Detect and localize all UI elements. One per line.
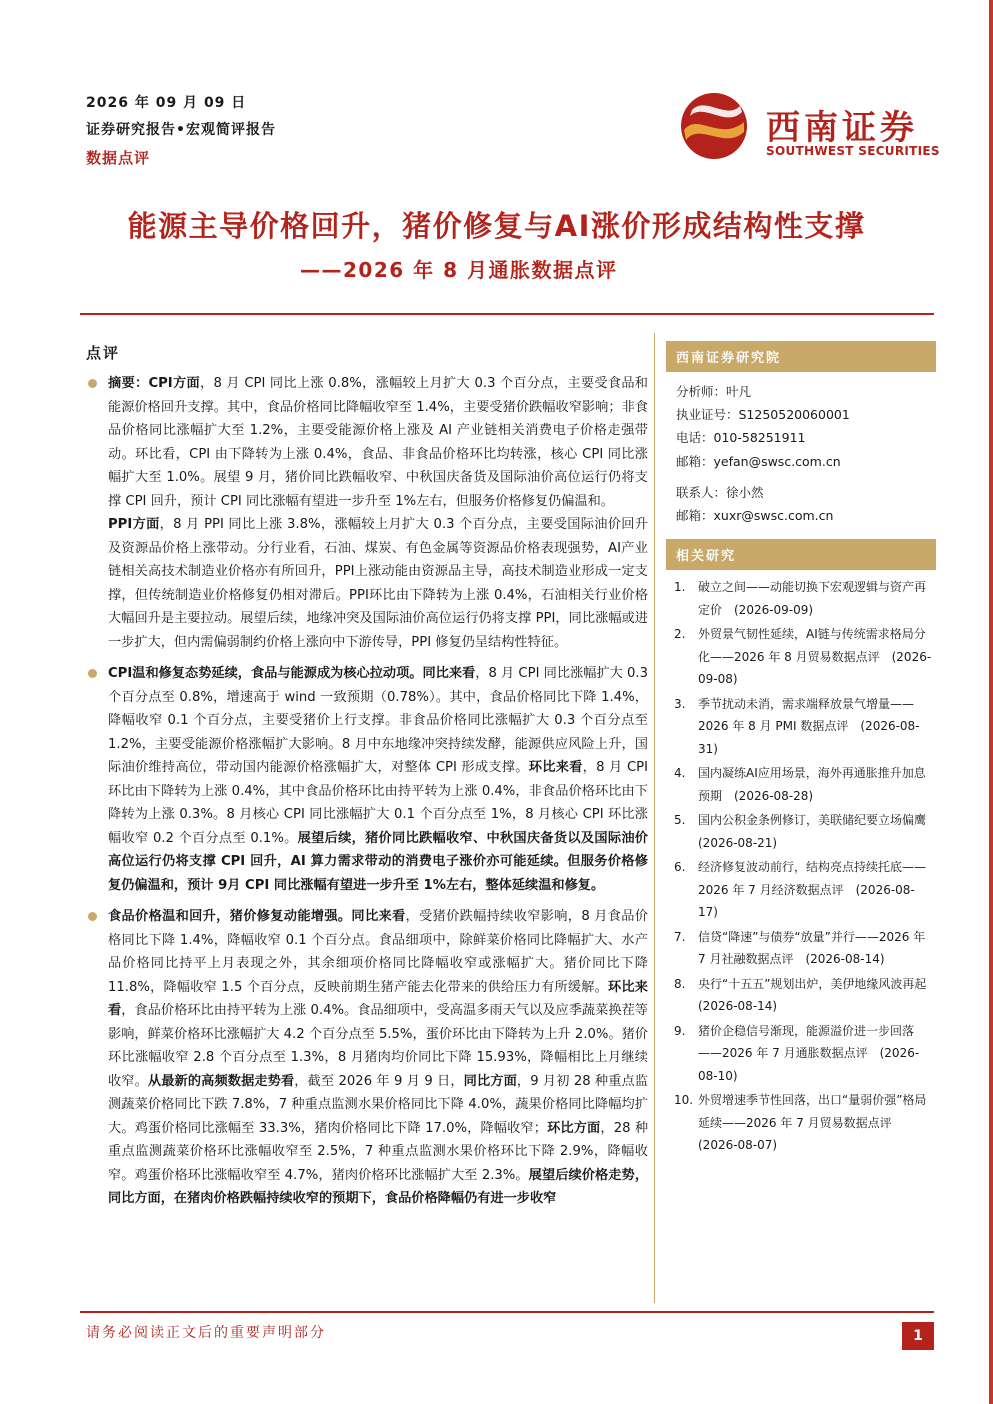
emphasis-text: 从最新的高频数据走势看 [147,1073,295,1089]
emphasis-text: 环比来看 [108,979,648,1018]
paragraph-text [108,662,648,897]
institute-header: 西南证券研究院 [666,341,936,372]
related-research-item[interactable] [674,762,932,807]
item-number: 8. [674,976,686,991]
related-research-item[interactable] [674,623,932,691]
item-number: 7. [674,929,686,944]
analyst-license: 执业证号：S1250520060001 [676,407,850,423]
related-research-item[interactable] [674,809,939,854]
report-type: 证券研究报告•宏观简评报告 [86,122,276,138]
item-title: 国内凝练AI应用场景，海外再通胀推升加息预期 (2026-08-28) [698,766,926,803]
related-research-list [666,570,939,1157]
item-title: 外贸景气韧性延续，AI链与传统需求格局分化——2026 年 8 月贸易数据点评 (2026-09-08) [698,627,932,687]
emphasis-text: 环比方面 [546,1120,601,1136]
disclaimer-note: 请务必阅读正文后的重要声明部分 [86,1325,326,1341]
item-title: 猪价企稳信号渐现，能源溢价进一步回落——2026 年 7 月通胀数据点评 (2026-08-10) [698,1023,920,1083]
logo-name-cn: 西南证券 [766,108,918,148]
related-research-item[interactable] [674,576,932,621]
emphasis-text: 环比来看 [528,760,583,775]
body-text: ，受猪价跌幅持续收窄影响，8 月食品价格同比下降 1.4%，降幅收窄 0.1 个百分点。食品细项中，除鲜菜价格同比降幅扩大、水产品价格同比持平上月表现之外，其余细项价格同比降幅收窄或涨幅扩大。猪价同比下降 11.8%，降幅收窄 1.5 个百分点，反映前期生猪产能去化带来的供给压力有所缓解。 [108,909,648,995]
bullet-icon [88,379,97,388]
emphasis-text: 展望后续价格走势，同比方面，在猪肉价格跌幅持续收窄的预期下，食品价格降幅仍有进一步收窄 [108,1167,649,1206]
body-text: ，8 月 PPI 同比上涨 3.8%，涨幅较上月扩大 0.3 个百分点，主要受国际油价回升及资源品价格上涨带动。分行业看，石油、煤炭、有色金属等资源品价格表现强势，AI产业链相关高技术制造业价格亦有所回升，PPI上涨动能由资源品主导，高技术制造业形成一定支撑，但传统制造业价格修复仍相对滞后。PPI环比由下降转为上涨 0.4%，石油相关行业价格大幅回升是主要拉动。展望后续，地缘冲突及国际油价高位运行仍将支撑 PPI，同比涨幅或进一步扩大，但内需偏弱制约价格上涨向中下游传导，PPI 修复仍呈结构性特征。 [108,517,648,650]
bullet-icon [88,669,97,678]
header-rule [80,313,934,315]
company-logo [680,92,940,162]
emphasis-text: CPI温和修复态势延续，食品与能源成为核心拉动项。同比来看 [108,666,476,681]
body-text: ，28 种重点监测蔬菜价格环比涨幅收窄至 2.5%，7 种重点监测水果价格环比下降 2.9%，降幅收窄。鸡蛋价格环比涨幅收窄至 4.7%，猪肉价格环比涨幅扩大至 2.3%。 [108,1120,649,1183]
item-number: 3. [674,696,686,711]
paragraph-summary [86,372,648,654]
sidebar [666,341,939,1159]
analyst-email[interactable]: 邮箱：yefan@swsc.com.cn [676,453,841,469]
report-title: 能源主导价格回升，猪价修复与AI涨价形成结构性支撑 [127,209,866,243]
paragraph-cpi-text [108,372,648,513]
paragraph-food-price [86,905,648,1211]
body-text: ，食品价格环比由持平转为上涨 0.4%。食品细项中，受高温多雨天气以及应季蔬菜换茬等影响，鲜菜价格环比涨幅扩大 4.2 个百分点至 5.5%，蛋价环比由下降转为上升 2.0%。猪价环比涨幅收窄 2.8 个百分点至 1.3%，8 月猪肉均价同比下降 15.93%，降幅相比上月继续收窄。 [108,1003,648,1089]
item-title: 经济修复波动前行，结构亮点持续托底——2026 年 7 月经济数据点评 (2026-08-17) [698,860,927,920]
main-body [86,372,648,1219]
analyst-info [666,372,936,527]
item-title: 信贷“降速”与债券“放量”并行——2026 年 7 月社融数据点评 (2026-08-14) [698,929,926,967]
emphasis-text: 展望后续，猪价同比跌幅收窄、中秋国庆备货以及国际油价高位运行仍将支撑 CPI 回升，AI 算力需求带动的消费电子涨价亦可能延续。但服务价格修复仍偏温和，预计 9月 CPI 同比涨幅有望进一步升至 1%左右，整体延续温和修复。 [108,830,648,893]
related-research-item[interactable] [674,973,939,1018]
related-research-item[interactable] [674,926,932,971]
related-research-item[interactable] [674,1020,932,1088]
logo-mark-icon [680,92,748,160]
logo-name-en: SOUTHWEST SECURITIES [766,144,940,158]
emphasis-text: 摘要：CPI方面 [108,376,200,391]
section-heading: 点评 [86,344,121,362]
item-number: 5. [674,813,686,828]
analyst-phone: 电话：010-58251911 [676,430,806,446]
related-research-item[interactable] [674,693,932,761]
item-number: 4. [674,766,686,781]
body-text: ，8 月 CPI 环比由下降转为上涨 0.4%，其中食品价格环比由持平转为上涨 0.4%，非食品价格环比由下降转为上涨 0.3%。8 月核心 CPI 同比涨幅扩大 0.1 个百分点至 1%，8 月核心 CPI 环比涨幅收窄 0.2 个百分点至 0.1%。 [108,760,649,846]
footer-rule [80,1311,934,1313]
column-divider [654,333,655,1303]
body-text: ，截至 2026 年 9 月 9 日， [294,1073,464,1089]
body-text: ，9 月初 28 种重点监测蔬菜价格同比下跌 7.8%，7 种重点监测水果价格同比下降 4.0%，蔬果价格同比降幅均扩大。鸡蛋价格同比涨幅至 33.3%，猪肉价格同比下降 17.0%，降幅收窄； [108,1073,649,1136]
related-research-header: 相关研究 [666,539,936,570]
related-research-item[interactable] [674,1089,932,1157]
item-number: 1. [674,580,686,595]
bullet-icon [88,912,97,921]
paragraph-cpi-detail [86,662,648,897]
body-text: ，8 月 CPI 同比上涨 0.8%，涨幅较上月扩大 0.3 个百分点，主要受食品和能源价格回升支撑。其中，食品价格同比降幅收窄至 1.4%，主要受猪价跌幅收窄影响；非食品价格同比涨幅扩大至 1.2%，主要受能源价格上涨及 AI 产业链相关消费电子价格走强带动。环比看，CPI 由下降转为上涨 0.4%，食品、非食品价格环比均转涨，核心 CPI 同比涨幅扩大至 1.0%。展望 9 月，猪价同比跌幅收窄、中秋国庆备货及国际油价高位运行仍将支撑 CPI 回升，预计 CPI 同比涨幅有望进一步升至 1%左右，但服务价格修复仍偏温和。 [108,376,648,509]
paragraph-text [108,905,648,1211]
related-research-item[interactable] [674,856,932,924]
contact-line: 联系人：徐小然 [676,484,764,500]
paragraph-ppi-text [108,513,648,654]
item-title: 外贸增速季节性回落，出口“量弱价强”格局延续——2026 年 7 月贸易数据点评 (2026-08-07) [698,1093,927,1153]
report-subtitle: ——2026 年 8 月通胀数据点评 [300,258,618,282]
report-category: 数据点评 [86,149,151,167]
contact-email[interactable]: 邮箱：xuxr@swsc.com.cn [676,508,834,524]
analyst-line: 分析师：叶凡 [676,384,752,399]
emphasis-text: PPI方面 [108,517,160,532]
item-number: 6. [674,860,686,875]
item-title: 季节扰动未消，需求端释放景气增量——2026 年 8 月 PMI 数据点评 (2026-08-31) [698,696,920,756]
item-title: 破立之间——动能切换下宏观逻辑与资产再定价 (2026-09-09) [698,580,927,617]
emphasis-text: 食品价格温和回升，猪价修复动能增强。同比来看 [108,909,406,924]
body-text: ，8 月 CPI 同比涨幅扩大 0.3 个百分点至 0.8%，增速高于 wind 一致预期（0.78%）。其中，食品价格同比下降 1.4%，降幅收窄 0.1 个百分点，主要受猪价上行支撑。非食品价格同比涨幅扩大 0.3 个百分点至 1.2%，主要受能源价格涨幅扩大影响。8 月中东地缘冲突持续发酵，能源供应风险上升，国际油价维持高位，带动国内能源价格涨幅扩大，对整体 CPI 形成支撑。 [108,666,649,775]
report-date: 2026 年 09 月 09 日 [86,95,247,111]
item-number: 9. [674,1023,686,1038]
item-number: 10. [674,1093,694,1108]
item-number: 2. [674,627,686,642]
item-title: 央行“十五五”规划出炉，美伊地缘风波再起 (2026-08-14) [698,976,939,1014]
item-title: 国内公积金条例修订，美联储纪要立场偏鹰 (2026-08-21) [698,813,939,850]
emphasis-text: 同比方面 [463,1073,517,1089]
page-number: 1 [902,1322,934,1350]
